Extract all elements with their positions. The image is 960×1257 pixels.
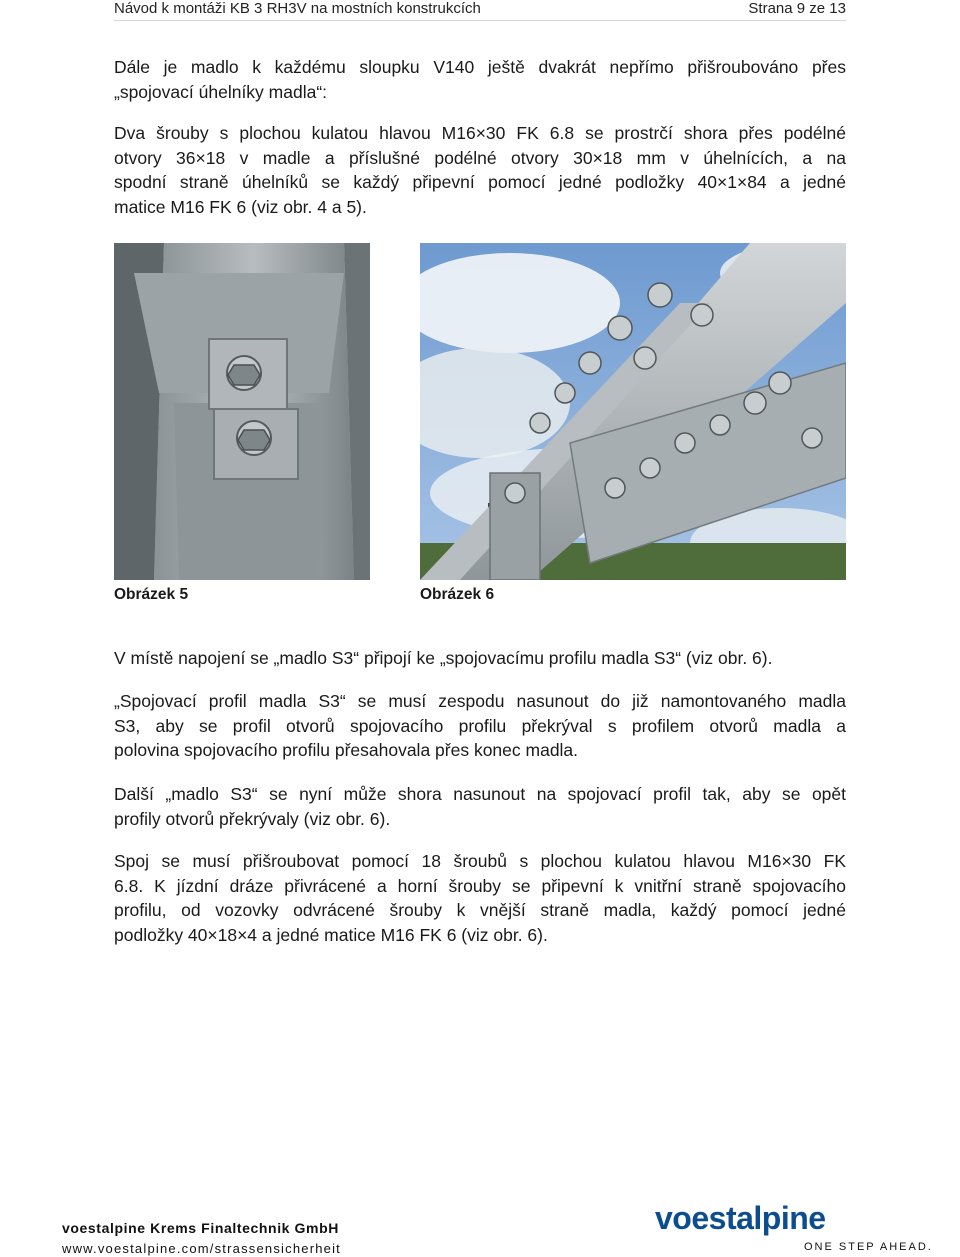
- text-line: „Spojovací profil madla S3“ se musí zespodu nasunout do již namontovaného madla: [114, 691, 846, 711]
- text-line: Další „madlo S3“ se nyní může shora nasunout na spojovací profil tak, aby se opět: [114, 784, 846, 804]
- paragraph-6: [114, 849, 846, 947]
- voestalpine-logo-icon: [655, 1199, 865, 1245]
- paragraph-4: [114, 689, 846, 763]
- page-number: Strana 9 ze 13: [748, 0, 846, 17]
- footer-company: voestalpine Krems Finaltechnik GmbH: [62, 1220, 339, 1236]
- voestalpine-logo-graphic: [655, 1199, 865, 1237]
- text-line: otvory 36×18 v madle a příslušné podélné otvory 30×18 mm v úhelnících, a na: [114, 147, 846, 168]
- text-line: S3, aby se profil otvorů spojovacího profilu překrýval s profilem otvorů madla a: [114, 715, 846, 736]
- text-line: profilu, od vozovky odvrácené šrouby k vnější straně madla, každý pomocí jedné: [114, 900, 846, 920]
- paragraph-1: [114, 55, 846, 104]
- document-title: Návod k montáži KB 3 RH3V na mostních konstrukcích: [114, 0, 481, 17]
- text-line: V místě napojení se „madlo S3“ připojí ke „spojovacímu profilu madla S3“ (viz obr. 6).: [114, 648, 773, 668]
- text-line: podložky 40×18×4 a jedné matice M16 FK 6 (viz obr. 6).: [114, 924, 548, 945]
- text-line: „spojovací úhelníky madla“:: [114, 81, 328, 102]
- logo-text: voestalpine: [655, 1200, 826, 1236]
- tagline: ONE STEP AHEAD.: [804, 1241, 933, 1253]
- figure-6-caption: Obrázek 6: [420, 586, 495, 603]
- text-line: Dva šrouby s plochou kulatou hlavou M16×30 FK 6.8 se prostrčí shora přes podélné: [114, 123, 846, 143]
- paragraph-5: [114, 782, 846, 831]
- paragraph-2: [114, 121, 846, 219]
- paragraph-3: [114, 646, 846, 671]
- figure-5-photo: [114, 243, 370, 580]
- figure-6-image: [420, 243, 846, 580]
- text-line: spodní straně úhelníků se každý připevní pomocí jedné podložky 40×1×84 a jedné: [114, 172, 846, 192]
- text-line: profily otvorů překrývaly (viz obr. 6).: [114, 808, 391, 829]
- figure-5-caption: Obrázek 5: [114, 586, 189, 603]
- text-line: 6.8. K jízdní dráze přivrácené a horní šrouby se připevní k vnitřní straně spojovacího: [114, 875, 846, 896]
- figure-6-photo: [420, 243, 846, 580]
- text-line: matice M16 FK 6 (viz obr. 4 a 5).: [114, 196, 367, 217]
- text-line: Dále je madlo k každému sloupku V140 ještě dvakrát nepřímo přišroubováno přes: [114, 57, 846, 77]
- figure-5-image: [114, 243, 370, 580]
- text-line: Spoj se musí přišroubovat pomocí 18 šroubů s plochou kulatou hlavou M16×30 FK: [114, 851, 846, 871]
- page-header: [114, 0, 846, 21]
- footer-url: www.voestalpine.com/strassensicherheit: [62, 1241, 341, 1256]
- text-line: polovina spojovacího profilu přesahovala přes konec madla.: [114, 740, 579, 760]
